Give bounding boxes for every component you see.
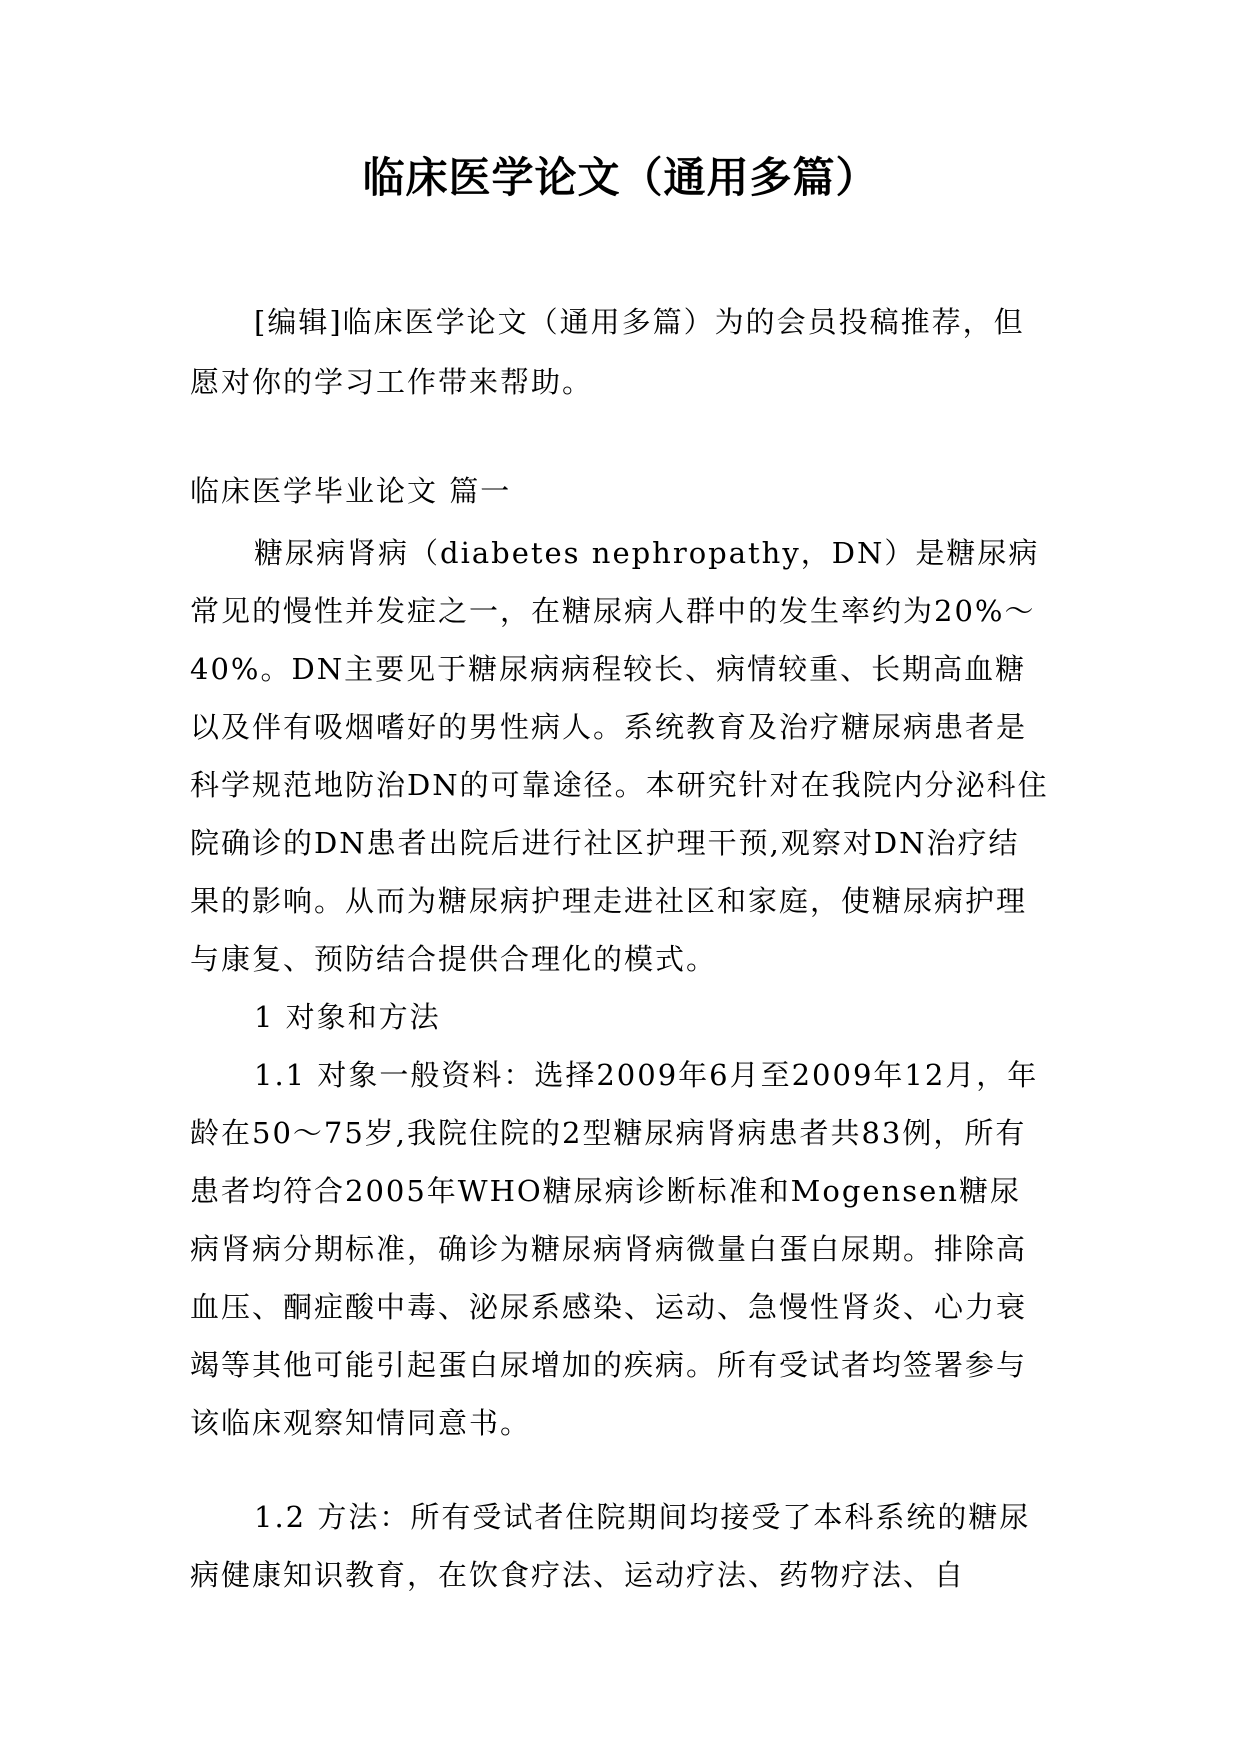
- section-heading: 临床医学毕业论文 篇一: [190, 474, 512, 508]
- document-title: 临床医学论文（通用多篇）: [362, 153, 879, 202]
- body-paragraph: 1.2 方法：所有受试者住院期间均接受了本科系统的糖尿病健康知识教育，在饮食疗法、运动疗法、药物疗法、自: [190, 1500, 1031, 1592]
- body-paragraph: 糖尿病肾病（diabetes nephropathy，DN）是糖尿病常见的慢性并发症之一，在糖尿病人群中的发生率约为20%～40%。DN主要见于糖尿病病程较长、病情较重、长期高血糖以及伴有吸烟嗜好的男性病人。系统教育及治疗糖尿病患者是科学规范地防治DN的可靠途径。本研究针对在我院内分泌科住院确诊的DN患者出院后进行社区护理干预,观察对DN治疗结果的影响。从而为糖尿病护理走进社区和家庭，使糖尿病护理与康复、预防结合提供合理化的模式。: [190, 536, 1049, 976]
- body-paragraph: 1.1 对象一般资料：选择2009年6月至2009年12月，年龄在50～75岁,我院住院的2型糖尿病肾病患者共83例，所有患者均符合2005年WHO糖尿病诊断标准和Mogensen糖尿病肾病分期标准，确诊为糖尿病肾病微量白蛋白尿期。排除高血压、酮症酸中毒、泌尿系感染、运动、急慢性肾炎、心力衰竭等其他可能引起蛋白尿增加的疾病。所有受试者均签署参与该临床观察知情同意书。: [190, 1058, 1039, 1440]
- intro-paragraph: [编辑]临床医学论文（通用多篇）为的会员投稿推荐，但愿对你的学习工作带来帮助。: [190, 305, 1025, 399]
- subsection-heading: 1 对象和方法: [254, 1000, 441, 1034]
